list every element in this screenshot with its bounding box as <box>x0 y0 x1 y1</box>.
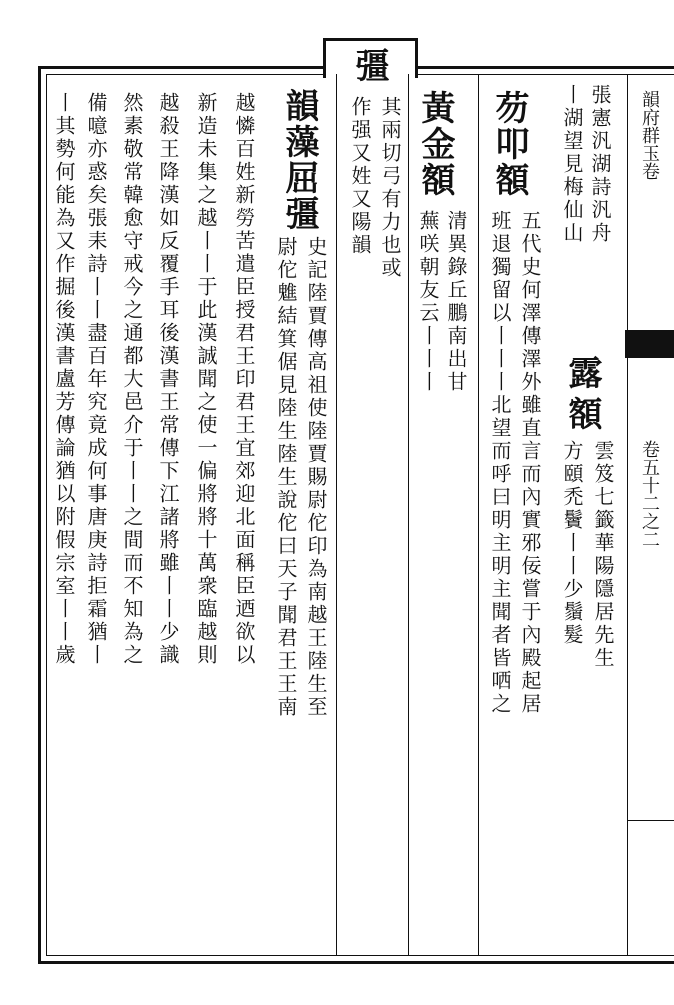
margin-rule <box>627 74 628 956</box>
text-column: 方頤禿鬢丨丨少鬚髮 <box>560 440 584 647</box>
column-rule-1 <box>478 74 479 956</box>
column-rule-3 <box>336 74 337 956</box>
text-column: 作强又姓又陽韻 <box>348 96 372 257</box>
text-column: 蕪咲朝友云丨丨丨 <box>416 210 440 394</box>
entry-heading: 韻藻屈彊 <box>279 88 319 232</box>
column-rule-2 <box>408 74 409 956</box>
text-column: 然素敬常韓愈守戒今之通都大邑介于丨丨之間而不知為之 <box>120 92 144 667</box>
margin-top-text: 韻府群玉卷 <box>639 90 660 180</box>
text-column: 越憐百姓新勞苦遣臣授君王印君王宜郊迎北面稱臣迺欲以 <box>232 92 256 667</box>
text-column: 新造未集之越丨丨于此漢誠聞之使一偏將將十萬衆臨越則 <box>194 92 218 667</box>
text-column: 張憲汎湖詩汎舟 <box>588 84 612 245</box>
text-column: 班退獨留以丨丨丨北望而呼曰明主明主聞者皆哂之 <box>488 210 512 716</box>
text-column: 丨湖望見梅仙山 <box>560 84 584 245</box>
text-column: 尉佗魋結箕倨見陸生陸生說佗曰天子聞君王王南 <box>274 236 298 719</box>
text-column: 越殺王降漢如反覆手耳後漢書王常傳下江諸將雖丨丨少識 <box>156 92 180 667</box>
text-column: 史記陸賈傳高祖使陸賈賜尉佗印為南越王陸生至 <box>304 236 328 719</box>
entry-heading: 額 <box>562 396 602 432</box>
margin-rule-bottom <box>627 820 674 821</box>
text-column: 雲笈七籤華陽隱居先生 <box>591 440 615 670</box>
text-column: 丨其勢何能為又作掘後漢書盧芳傳論猶以附假宗室丨丨歲 <box>52 92 76 667</box>
fishtail-mark <box>625 330 674 358</box>
entry-heading: 彊 <box>349 48 389 84</box>
entry-heading: 芴叩額 <box>489 90 529 198</box>
text-column: 清異錄丘鵬南出甘 <box>444 210 468 394</box>
entry-heading: 露 <box>562 355 602 391</box>
text-column: 備噫亦惑矣張耒詩丨丨盡百年究竟成何事唐庚詩拒霜猶丨 <box>84 92 108 667</box>
text-column: 五代史何澤傳澤外雖直言而內實邪佞嘗于內殿起居 <box>518 210 542 716</box>
text-column: 其兩切弓有力也或 <box>378 96 402 280</box>
volume-label: 卷五十二之二 <box>639 440 660 548</box>
entry-heading: 黃金額 <box>415 90 455 198</box>
